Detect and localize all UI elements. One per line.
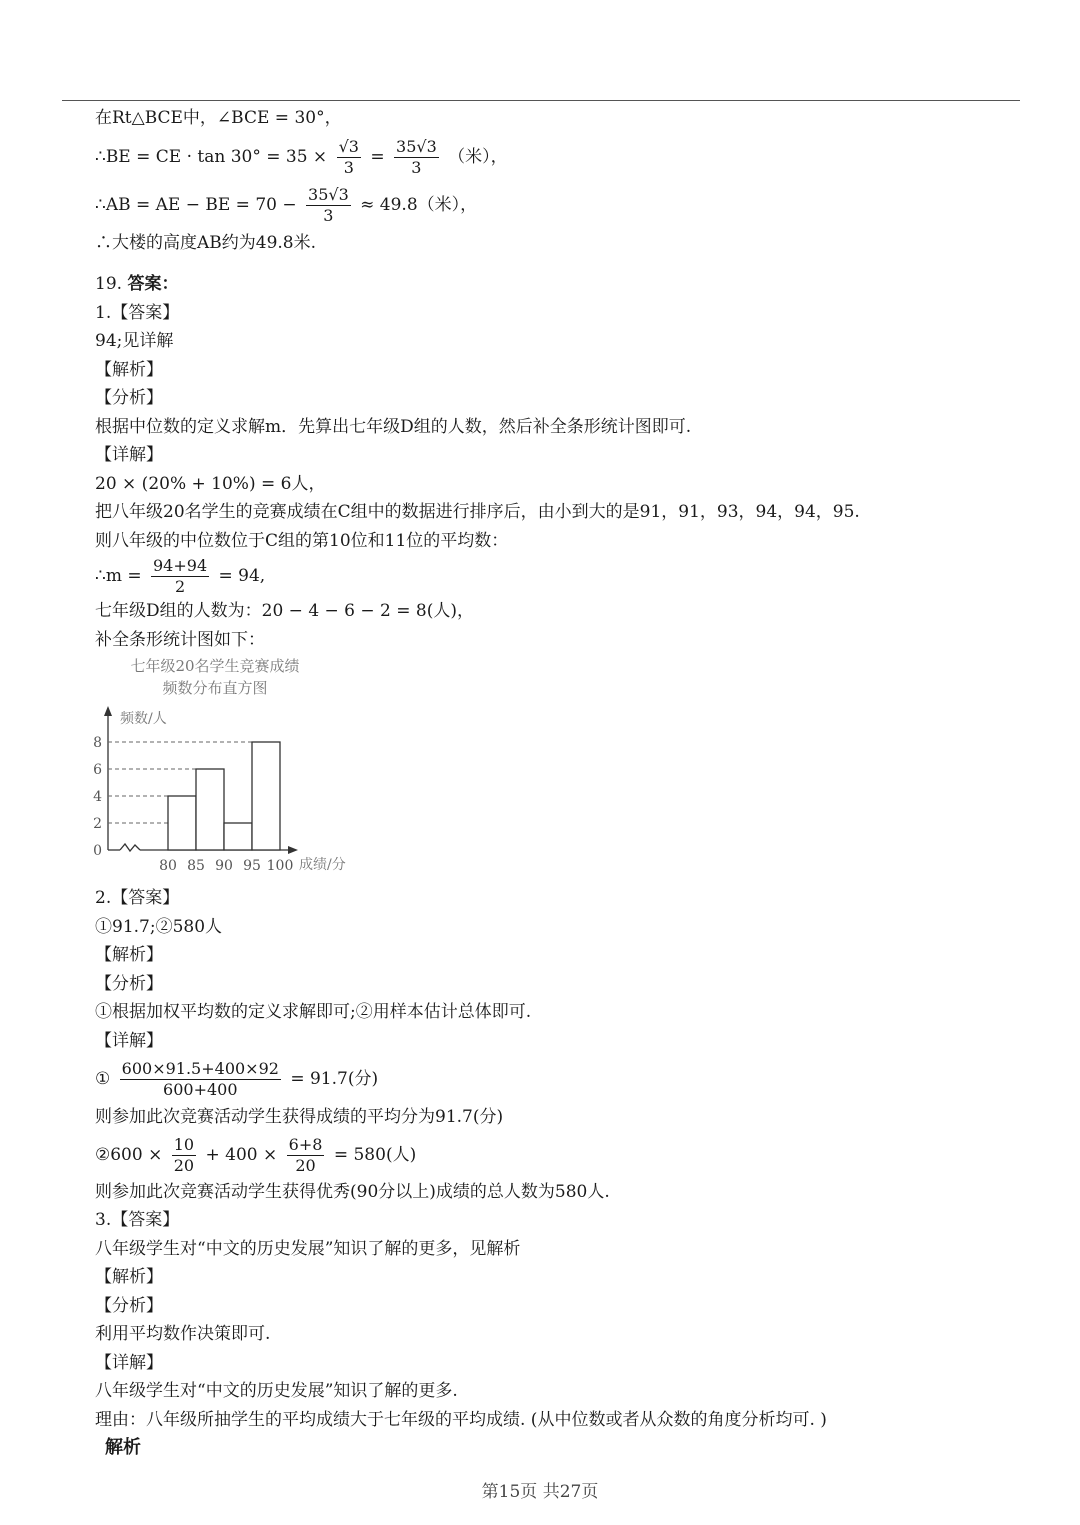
fraction bbox=[151, 556, 209, 597]
math-text: ∴AB = AE − BE = 70 − bbox=[95, 194, 297, 215]
part-label: 3.【答案】 bbox=[95, 1210, 180, 1230]
math-text: = 580(人) bbox=[333, 1144, 417, 1165]
fraction bbox=[306, 185, 351, 226]
part-answer: 八年级学生对“中文的历史发展”知识了解的更多，见解析 bbox=[95, 1238, 521, 1259]
bar-80-85 bbox=[168, 796, 196, 850]
fraction-numerator: 6+8 bbox=[288, 1134, 323, 1154]
part-label: 2.【答案】 bbox=[95, 888, 180, 908]
x-axis-label: 成绩/分 bbox=[299, 857, 346, 873]
fraction-numerator: √3 bbox=[338, 136, 359, 156]
solution-line bbox=[95, 133, 995, 181]
x-tick: 100 bbox=[266, 858, 294, 874]
y-axis-arrow-icon bbox=[104, 706, 112, 716]
math-text: ① bbox=[95, 1069, 111, 1089]
fraction-numerator: 94+94 bbox=[153, 556, 208, 575]
histogram-svg bbox=[90, 654, 390, 884]
y-tick: 0 bbox=[93, 843, 102, 859]
y-tick: 2 bbox=[93, 816, 102, 832]
histogram-chart bbox=[90, 654, 390, 884]
y-tick: 6 bbox=[93, 762, 102, 778]
fraction-numerator: 35√3 bbox=[308, 184, 349, 204]
math-text: ∴m = bbox=[95, 566, 142, 586]
part-answer: 94;见详解 bbox=[95, 331, 174, 351]
trailing-section-heading: 解析 bbox=[105, 1437, 141, 1458]
detail-step: 八年级学生对“中文的历史发展”知识了解的更多. bbox=[95, 1381, 458, 1401]
x-tick: 80 bbox=[159, 858, 177, 874]
section-tag-fenxi: 【分析】 bbox=[95, 1295, 163, 1316]
detail-step bbox=[95, 1055, 995, 1103]
bar-85-90 bbox=[196, 769, 224, 850]
fraction bbox=[172, 1135, 196, 1176]
fraction bbox=[337, 137, 361, 178]
fraction-numerator: 35√3 bbox=[396, 136, 437, 156]
fraction bbox=[120, 1059, 281, 1100]
fraction-denominator: 2 bbox=[174, 577, 186, 596]
page-footer: 第15页 共27页 bbox=[481, 1482, 599, 1502]
detail-step: 20 × (20% + 10%) = 6人， bbox=[95, 473, 326, 494]
chart-subtitle: 频数分布直方图 bbox=[162, 679, 268, 697]
detail-step: 则参加此次竞赛活动学生获得优秀(90分以上)成绩的总人数为580人. bbox=[95, 1181, 610, 1202]
chart-title: 七年级20名学生竞赛成绩 bbox=[130, 657, 300, 675]
x-tick: 85 bbox=[187, 858, 205, 874]
bar-95-100 bbox=[252, 742, 280, 850]
header-rule bbox=[62, 100, 1020, 101]
fraction-denominator: 20 bbox=[173, 1155, 195, 1175]
fraction bbox=[394, 137, 439, 178]
analysis-text: ①根据加权平均数的定义求解即可;②用样本估计总体即可. bbox=[95, 1002, 532, 1022]
y-axis-label: 频数/人 bbox=[120, 711, 167, 727]
fraction bbox=[287, 1135, 325, 1176]
section-tag-xiangjie: 【详解】 bbox=[95, 1352, 163, 1373]
math-text: + 400 × bbox=[205, 1144, 278, 1165]
fraction-numerator: 10 bbox=[173, 1134, 195, 1154]
section-tag-jiexi: 【解析】 bbox=[95, 1267, 163, 1287]
detail-step: 把八年级20名学生的竞赛成绩在C组中的数据进行排序后，由小到大的是91，91，93，94，94，95. bbox=[95, 502, 860, 522]
detail-step: 理由：八年级所抽学生的平均成绩大于七年级的平均成绩. (从中位数或者从众数的角度分析均可. ) bbox=[95, 1409, 827, 1430]
analysis-text: 根据中位数的定义求解m．先算出七年级D组的人数，然后补全条形统计图即可. bbox=[95, 416, 692, 437]
detail-step: 则参加此次竞赛活动学生获得成绩的平均分为91.7(分) bbox=[95, 1107, 504, 1127]
math-text: ≈ 49.8（米）， bbox=[360, 194, 478, 215]
fraction-denominator: 3 bbox=[411, 157, 422, 177]
solution-line bbox=[95, 181, 995, 229]
math-text: ②600 × bbox=[95, 1144, 163, 1165]
detail-step bbox=[95, 555, 995, 597]
section-tag-jiexi: 【解析】 bbox=[95, 945, 163, 965]
x-tick: 90 bbox=[215, 858, 233, 874]
fraction-denominator: 3 bbox=[323, 205, 334, 225]
math-text: = 91.7(分) bbox=[290, 1069, 379, 1089]
math-text: = bbox=[370, 146, 385, 167]
section-tag-fenxi: 【分析】 bbox=[95, 388, 163, 408]
detail-step bbox=[95, 1132, 995, 1178]
fraction-numerator: 600×91.5+400×92 bbox=[121, 1059, 279, 1078]
solution-line: 在Rt△BCE中，∠BCE = 30°， bbox=[95, 108, 342, 128]
fraction-denominator: 3 bbox=[343, 157, 354, 177]
fraction-denominator: 600+400 bbox=[163, 1080, 238, 1099]
answer-heading-label: 答案： bbox=[127, 274, 179, 294]
fraction-denominator: 20 bbox=[295, 1155, 316, 1175]
section-tag-xiangjie: 【详解】 bbox=[95, 1030, 163, 1051]
section-tag-jiexi: 【解析】 bbox=[95, 359, 163, 380]
math-text: = 94, bbox=[218, 566, 266, 586]
y-tick: 8 bbox=[93, 735, 102, 751]
question-number: 19. bbox=[95, 274, 123, 294]
section-tag-fenxi: 【分析】 bbox=[95, 973, 163, 994]
bar-90-95 bbox=[224, 823, 252, 850]
question-heading bbox=[95, 270, 995, 299]
y-tick: 4 bbox=[93, 789, 102, 805]
part-label: 1.【答案】 bbox=[95, 302, 180, 323]
document-body bbox=[95, 104, 995, 1463]
detail-step: 补全条形统计图如下： bbox=[95, 629, 265, 650]
analysis-text: 利用平均数作决策即可. bbox=[95, 1324, 271, 1344]
math-text: （米）， bbox=[448, 146, 508, 167]
solution-line: ∴大楼的高度AB约为49.8米. bbox=[95, 232, 317, 253]
detail-step: 则八年级的中位数位于C组的第10位和11位的平均数： bbox=[95, 530, 509, 551]
math-text: ∴BE = CE · tan 30° = 35 × bbox=[95, 146, 328, 167]
section-tag-xiangjie: 【详解】 bbox=[95, 445, 163, 465]
part-answer: ①91.7;②580人 bbox=[95, 916, 223, 937]
detail-step: 七年级D组的人数为：20 − 4 − 6 − 2 = 8(人)， bbox=[95, 601, 474, 621]
x-axis-arrow-icon bbox=[288, 846, 298, 854]
x-tick: 95 bbox=[243, 858, 261, 874]
